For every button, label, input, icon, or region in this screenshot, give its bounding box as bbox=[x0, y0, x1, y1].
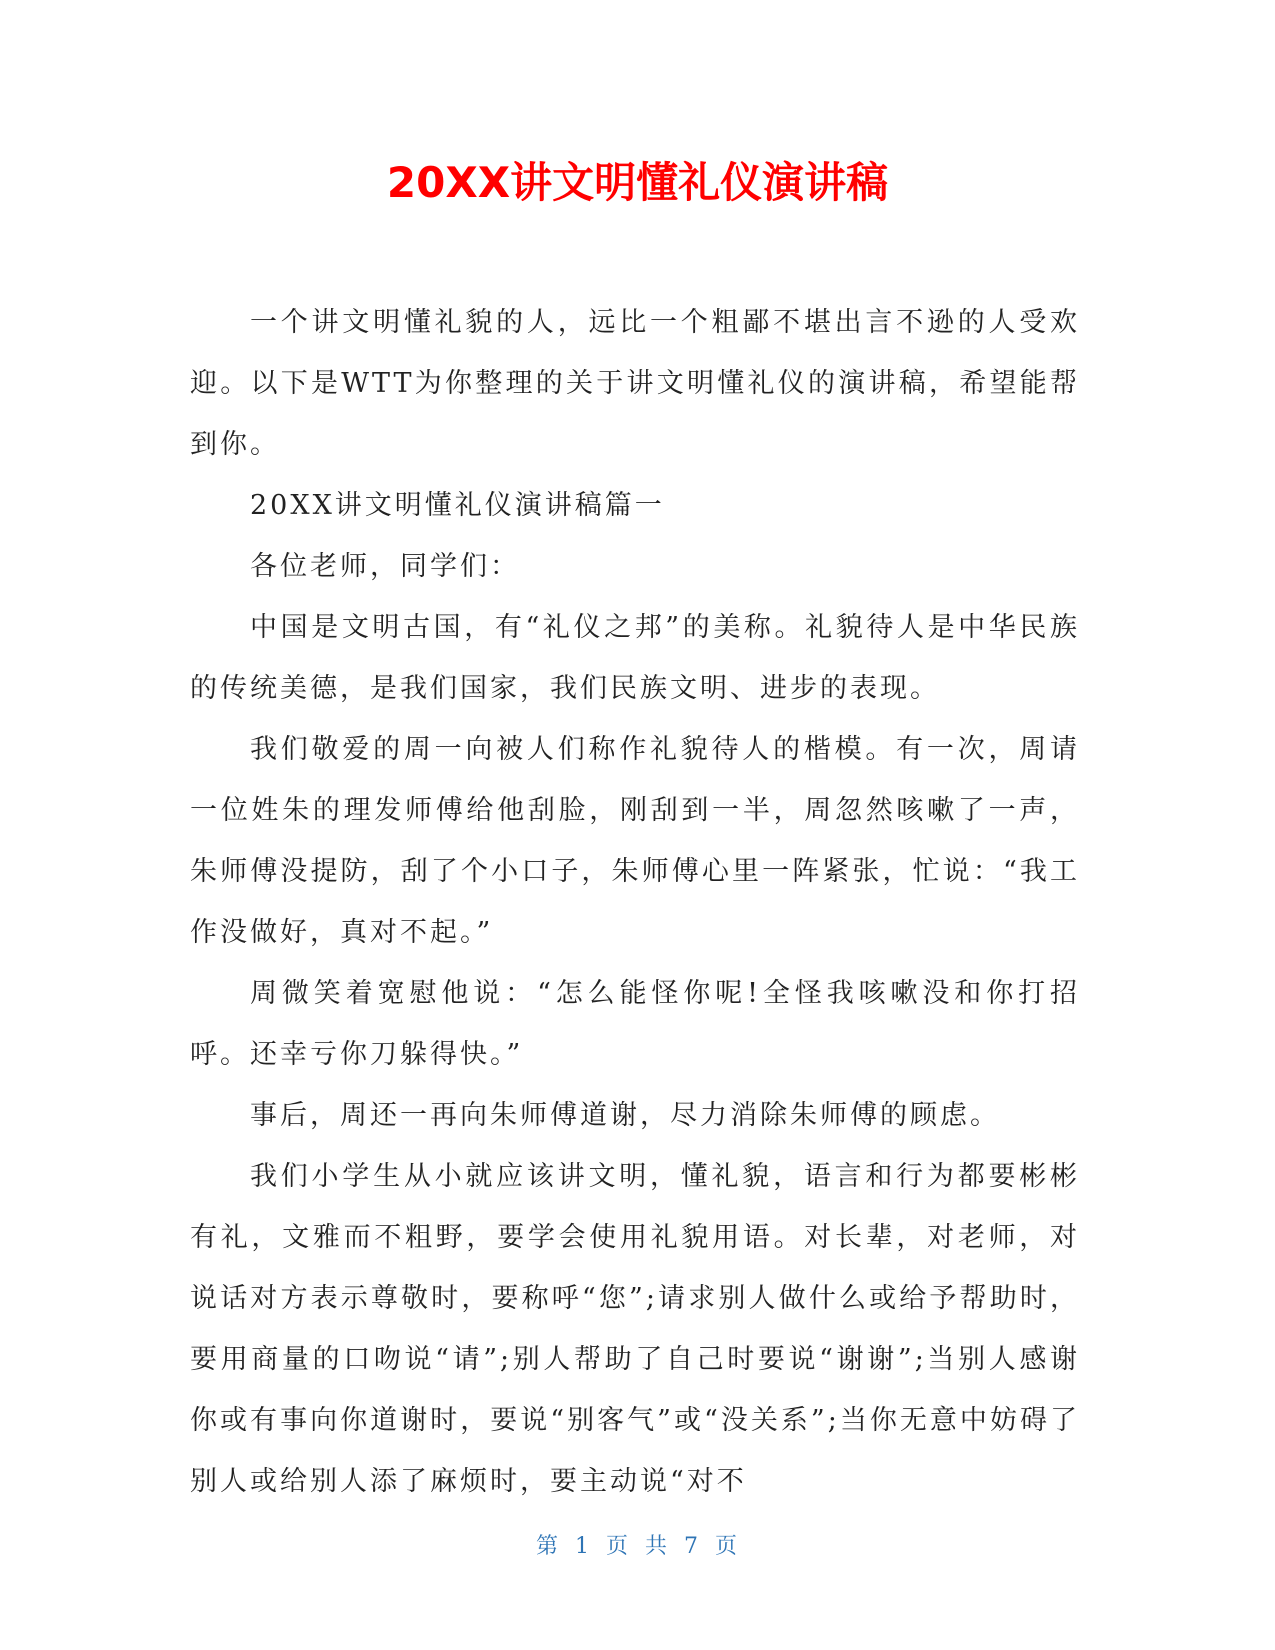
section-heading: 20XX讲文明懂礼仪演讲稿篇一 bbox=[250, 490, 665, 521]
document-body bbox=[190, 292, 1080, 1512]
paragraph: 我们敬爱的周一向被人们称作礼貌待人的楷模。有一次，周请一位姓朱的理发师傅给他刮脸，刚刮到一半，周忽然咳嗽了一声，朱师傅没提防，刮了个小口子，朱师傅心里一阵紧张，忙说：“我工作没做好，真对不起。” bbox=[190, 734, 1080, 948]
page-number-footer: 第 1 页 共 7 页 bbox=[536, 1534, 739, 1559]
paragraph: 我们小学生从小就应该讲文明，懂礼貌，语言和行为都要彬彬有礼，文雅而不粗野，要学会使用礼貌用语。对长辈，对老师，对说话对方表示尊敬时，要称呼“您”;请求别人做什么或给予帮助时，要用商量的口吻说“请”;别人帮助了自己时要说“谢谢”;当别人感谢你或有事向你道谢时，要说“别客气”或“没关系”;当你无意中妨碍了别人或给别人添了麻烦时，要主动说“对不 bbox=[190, 1161, 1080, 1497]
paragraph: 周微笑着宽慰他说：“怎么能怪你呢!全怪我咳嗽没和你打招呼。还幸亏你刀躲得快。” bbox=[190, 978, 1080, 1070]
document-title: 20XX讲文明懂礼仪演讲稿 bbox=[386, 158, 889, 207]
paragraph-salutation: 各位老师，同学们： bbox=[250, 551, 520, 582]
paragraph: 中国是文明古国，有“礼仪之邦”的美称。礼貌待人是中华民族的传统美德，是我们国家，我们民族文明、进步的表现。 bbox=[190, 612, 1080, 704]
paragraph: 事后，周还一再向朱师傅道谢，尽力消除朱师傅的顾虑。 bbox=[250, 1100, 1000, 1131]
paragraph-intro: 一个讲文明懂礼貌的人，远比一个粗鄙不堪出言不逊的人受欢迎。以下是WTT为你整理的关于讲文明懂礼仪的演讲稿，希望能帮到你。 bbox=[190, 307, 1080, 460]
